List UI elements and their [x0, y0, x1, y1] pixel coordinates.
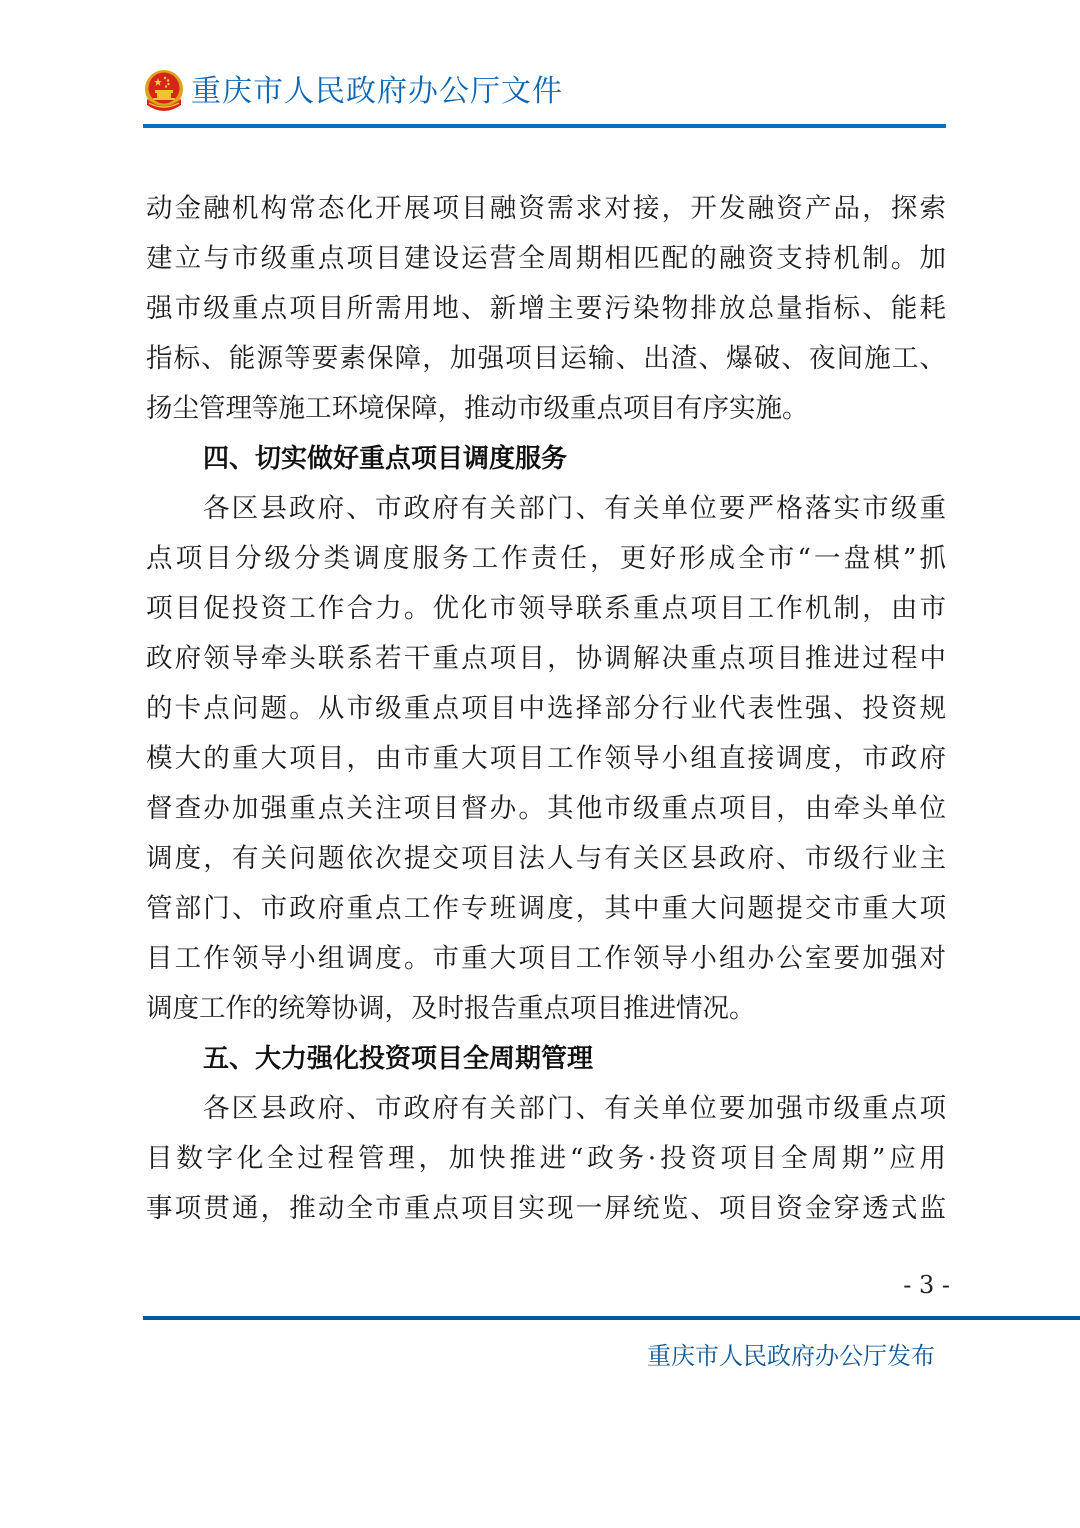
- section-4-paragraph: [146, 484, 946, 1034]
- page-number: - 3 -: [903, 1271, 950, 1299]
- text-line: 强市级重点项目所需用地、新增主要污染物排放总量指标、能耗: [146, 293, 946, 324]
- text-line: 项目促投资工作合力。优化市领导联系重点项目工作机制，由市: [146, 593, 946, 624]
- text-line: 建立与市级重点项目建设运营全周期相匹配的融资支持机制。加: [146, 243, 946, 274]
- text-line: 各区县政府、市政府有关部门、有关单位要加强市级重点项: [203, 1093, 946, 1124]
- text-line: 模大的重大项目，由市重大项目工作领导小组直接调度，市政府: [146, 743, 946, 774]
- section-heading-5: 五、大力强化投资项目全周期管理: [203, 1044, 594, 1074]
- text-line: 动金融机构常态化开展项目融资需求对接，开发融资产品，探索: [146, 193, 946, 224]
- text-line: 各区县政府、市政府有关部门、有关单位要严格落实市级重: [203, 493, 946, 524]
- text-line: 扬尘管理等施工环境保障，推动市级重点项目有序实施。: [146, 393, 809, 424]
- text-line: 督查办加强重点关注项目督办。其他市级重点项目，由牵头单位: [146, 793, 946, 824]
- text-line: 的卡点问题。从市级重点项目中选择部分行业代表性强、投资规: [146, 693, 946, 724]
- paragraph-continued: [146, 184, 946, 434]
- document-header: [143, 66, 563, 118]
- document-header-title: 重庆市人民政府办公厅文件: [191, 74, 563, 109]
- text-line: 调度，有关问题依次提交项目法人与有关区县政府、市级行业主: [146, 843, 946, 874]
- national-emblem-icon: [143, 69, 185, 115]
- text-line: 管部门、市政府重点工作专班调度，其中重大问题提交市重大项: [146, 893, 946, 924]
- text-line: 指标、能源等要素保障，加强项目运输、出渣、爆破、夜间施工、: [146, 343, 946, 374]
- section-5-paragraph: [146, 1084, 946, 1234]
- text-line: 事项贯通，推动全市重点项目实现一屏统览、项目资金穿透式监: [146, 1193, 946, 1224]
- text-line: 目工作领导小组调度。市重大项目工作领导小组办公室要加强对: [146, 943, 946, 974]
- footer-publisher: 重庆市人民政府办公厅发布: [647, 1342, 935, 1370]
- text-line: 政府领导牵头联系若干重点项目，协调解决重点项目推进过程中: [146, 643, 946, 674]
- text-line: 点项目分级分类调度服务工作责任，更好形成全市“一盘棋”抓: [146, 543, 946, 574]
- text-line: 目数字化全过程管理，加快推进“政务·投资项目全周期”应用: [146, 1143, 946, 1174]
- text-line: 调度工作的统筹协调，及时报告重点项目推进情况。: [146, 993, 756, 1024]
- document-body: [146, 184, 946, 1234]
- header-divider: [143, 124, 946, 128]
- footer-divider: [143, 1316, 1080, 1320]
- section-heading-4: 四、切实做好重点项目调度服务: [203, 444, 568, 474]
